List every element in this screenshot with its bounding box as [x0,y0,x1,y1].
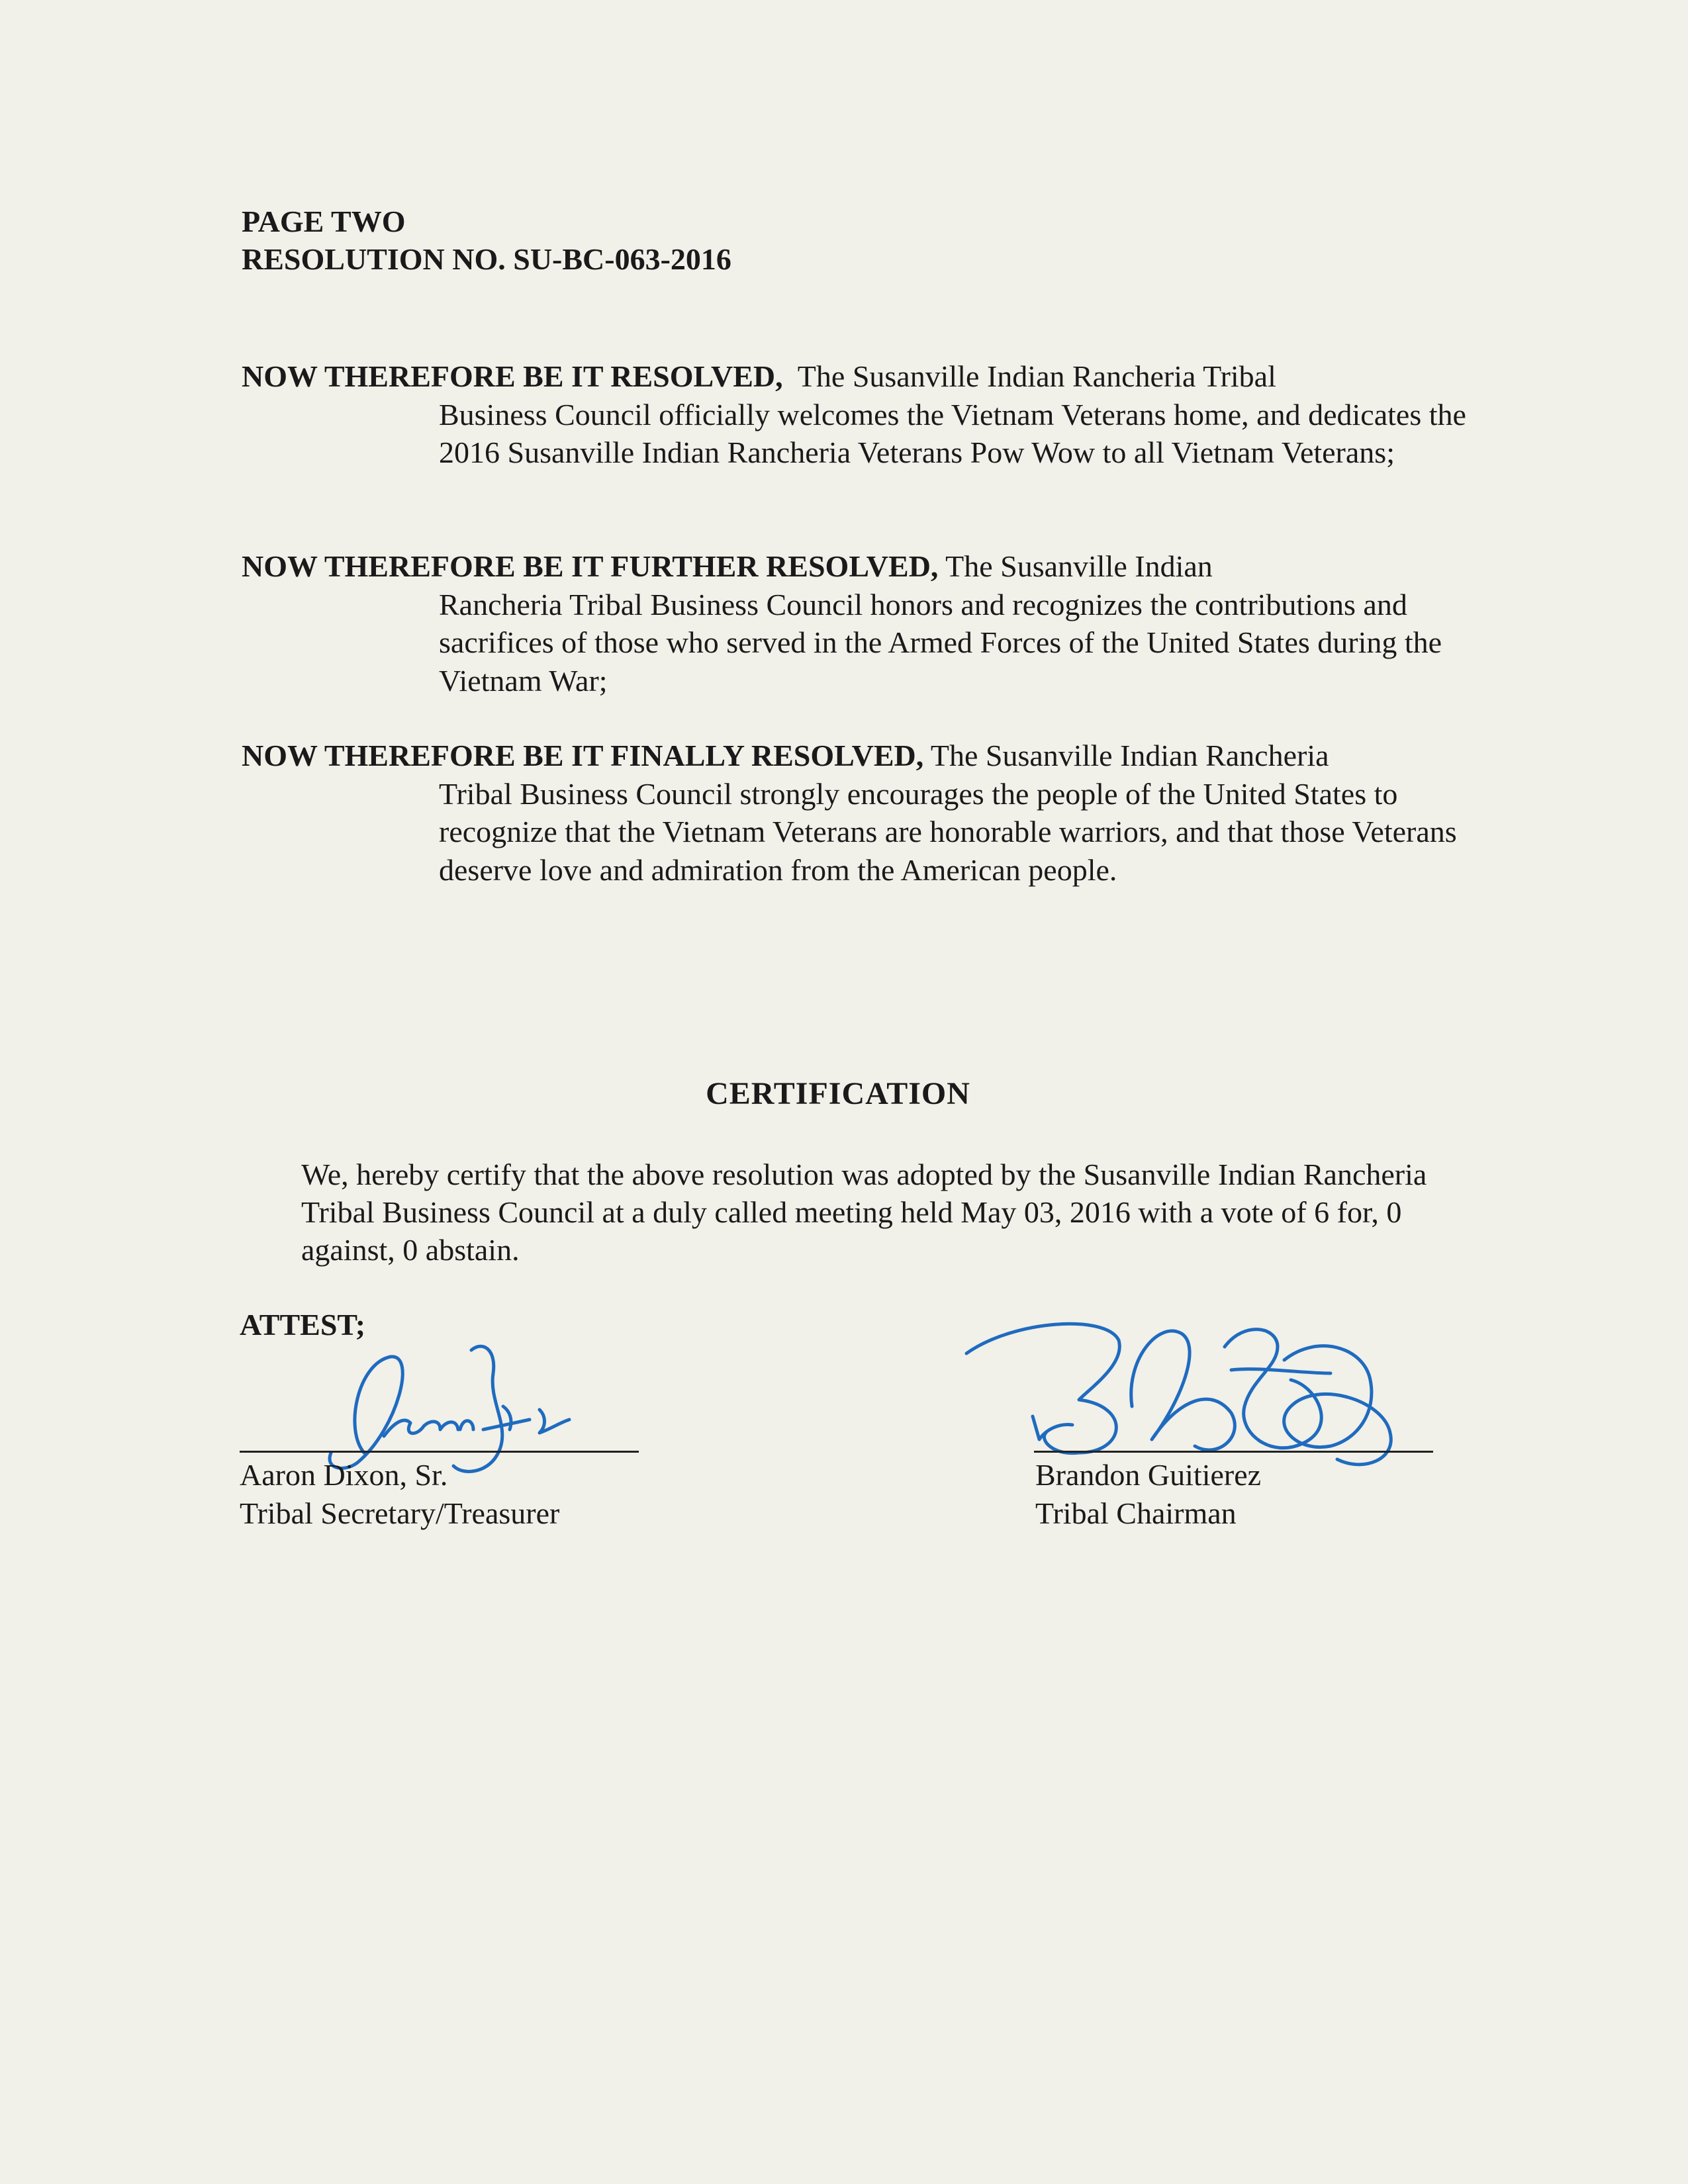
resolution-text-first: The Susanville Indian Rancheria Tribal [797,359,1276,393]
resolution-paragraph [242,357,1466,472]
resolution-lead: NOW THEREFORE BE IT FURTHER RESOLVED, [242,549,939,583]
resolution-paragraph [242,737,1466,889]
resolution-text-first: The Susanville Indian [945,549,1213,583]
left-signatory-title: Tribal Secretary/Treasurer [240,1496,560,1530]
resolution-text-first: The Susanville Indian Rancheria [930,739,1329,772]
resolution-text-rest: Business Council officially welcomes the Vietnam Veterans home, and dedicates the 2016 Susanville Indian Rancheria Veterans Pow Wow to all Vietnam Veterans; [439,397,1466,469]
left-signature-line [240,1451,639,1453]
certification-body: We, hereby certify that the above resolution was adopted by the Susanville Indian Rancheria Tribal Business Council at a duly called meeting held May 03, 2016 with a vote of 6 for, 0 against, 0 abstain. [301,1158,1427,1267]
resolution-text-rest: Tribal Business Council strongly encourages the people of the United States to recognize that the Vietnam Veterans are honorable warriors, and that those Veterans deserve love and admiration from the American people. [439,776,1457,887]
right-signatory-title: Tribal Chairman [1035,1496,1237,1530]
right-signature-line [1034,1451,1433,1453]
page-label: PAGE TWO [242,205,406,238]
right-signatory-name: Brandon Guitierez [1035,1458,1262,1492]
resolution-number: RESOLUTION NO. SU-BC-063-2016 [242,242,731,276]
resolution-paragraph [242,547,1466,700]
resolution-lead: NOW THEREFORE BE IT RESOLVED, [242,359,783,393]
resolution-lead: NOW THEREFORE BE IT FINALLY RESOLVED, [242,739,924,772]
certification-title: CERTIFICATION [706,1076,970,1111]
left-signatory-name: Aaron Dixon, Sr. [240,1458,448,1492]
certification-heading [1,1075,1688,1112]
attest-label: ATTEST; [240,1308,366,1342]
resolution-text-rest: Rancheria Tribal Business Council honors and recognizes the contributions and sacrifices of those who served in the Armed Forces of the United States during the Vietnam War; [439,587,1442,698]
